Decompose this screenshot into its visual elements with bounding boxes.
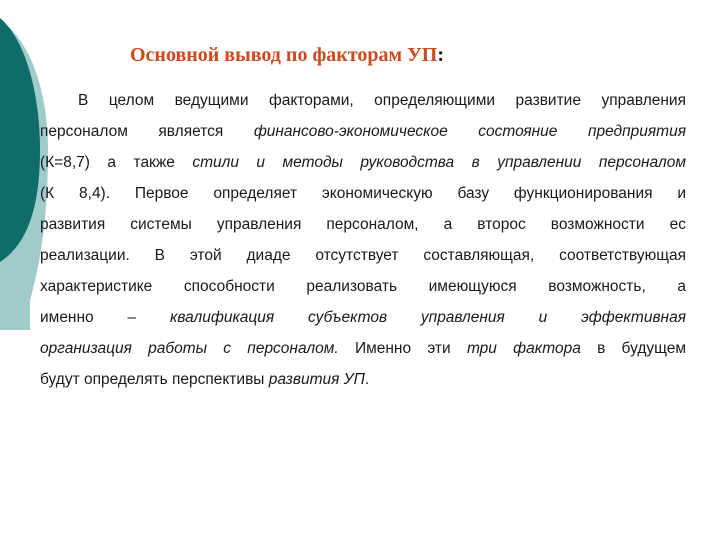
- paragraph-text: В целом ведущими факторами, определяющими развитие управления: [78, 92, 686, 109]
- emphasized-text: стили и методы руководства в управлении персоналом: [192, 154, 686, 171]
- paragraph-line: [40, 85, 686, 116]
- emphasized-text: квалификация субъектов управления и эффективная: [170, 309, 686, 326]
- paragraph-line: [40, 271, 686, 302]
- paragraph-line: [40, 116, 686, 147]
- paragraph-line: [40, 147, 686, 178]
- paragraph-text: будут определять перспективы: [40, 371, 269, 388]
- paragraph-text: Именно эти: [338, 340, 467, 357]
- paragraph-text: в будущем: [580, 340, 686, 357]
- paragraph-text: реализации. В этой диаде отсутствует составляющая, соответствующая: [40, 247, 686, 264]
- paragraph-line: [40, 178, 686, 209]
- paragraph-line: [40, 333, 686, 364]
- slide-title-colon: :: [437, 44, 445, 66]
- paragraph-text: .: [364, 371, 370, 388]
- paragraph-line: [40, 209, 686, 240]
- slide-title-text: Основной вывод по факторам УП: [130, 44, 438, 66]
- paragraph-text: развития системы управления персоналом, а второс возможности ес: [40, 216, 686, 233]
- paragraph-line: [40, 364, 686, 395]
- paragraph-line: [40, 302, 686, 333]
- emphasized-text: организация работы с персоналом.: [40, 340, 339, 357]
- paragraph-line: [40, 240, 686, 271]
- paragraph-text: характеристике способности реализовать имеющуюся возможность, а: [40, 278, 686, 295]
- main-paragraph: [40, 85, 686, 395]
- emphasized-text: финансово-экономическое состояние предприятия: [253, 123, 686, 140]
- emphasized-text: развития УП: [268, 371, 365, 388]
- slide-title: [130, 44, 444, 67]
- paragraph-text: персоналом является: [40, 123, 254, 140]
- paragraph-text: (К 8,4). Первое определяет экономическую базу функционирования и: [40, 185, 686, 202]
- paragraph-text: именно –: [40, 309, 170, 326]
- emphasized-text: три фактора: [466, 340, 581, 357]
- paragraph-text: (К=8,7) а также: [40, 154, 193, 171]
